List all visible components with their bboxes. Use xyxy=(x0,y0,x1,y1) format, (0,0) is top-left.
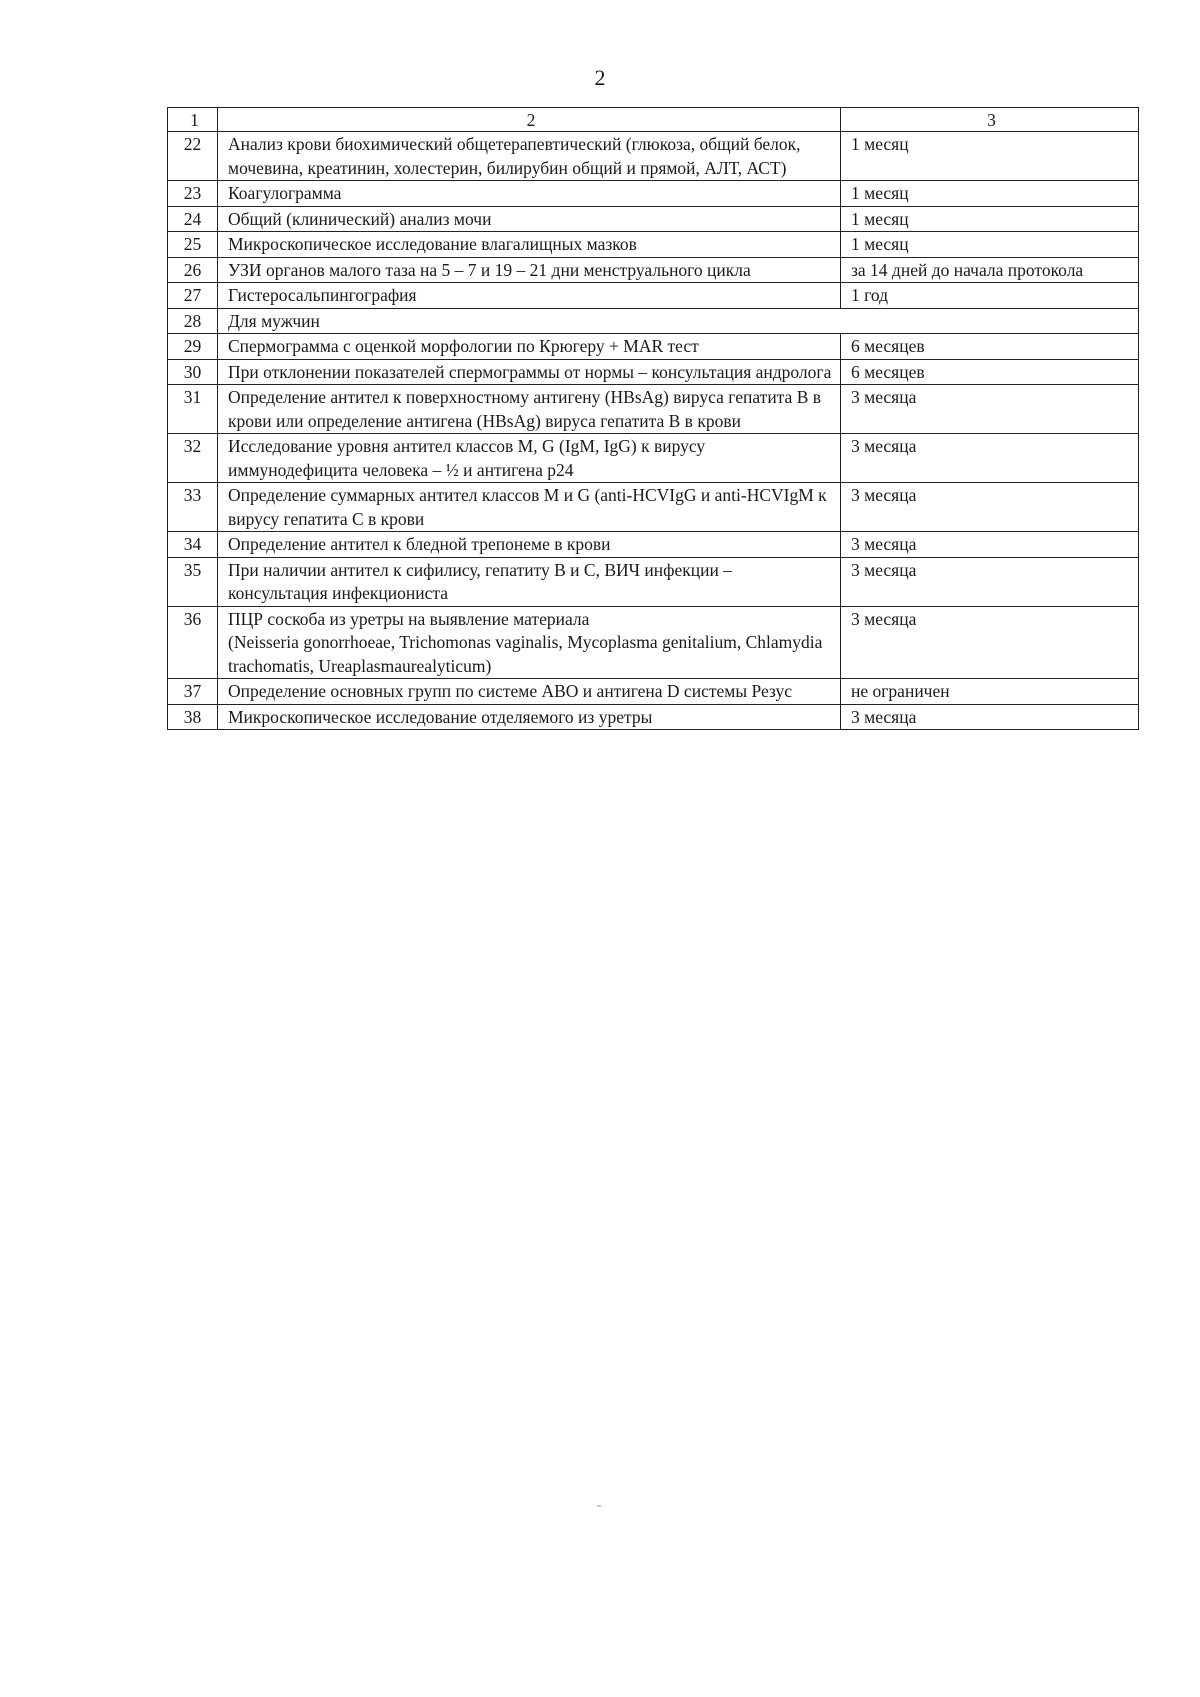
header-col-1: 1 xyxy=(168,108,218,132)
row-term: 3 месяца xyxy=(841,385,1139,434)
row-item: Микроскопическое исследование влагалищных мазков xyxy=(218,232,841,258)
row-item: Исследование уровня антител классов M, G (IgM, IgG) к вирусу иммунодефицита человека – ½ и антигена p24 xyxy=(218,434,841,483)
row-item: Микроскопическое исследование отделяемого из уретры xyxy=(218,704,841,730)
table-row xyxy=(168,283,1139,309)
row-term: 3 месяца xyxy=(841,434,1139,483)
row-item xyxy=(218,606,841,679)
row-term: 1 месяц xyxy=(841,181,1139,207)
row-item: Общий (клинический) анализ мочи xyxy=(218,206,841,232)
row-item: Определение антител к поверхностному антигену (HBsAg) вируса гепатита B в крови или определение антигена (HBsAg) вируса гепатита B в крови xyxy=(218,385,841,434)
row-item: Спермограмма с оценкой морфологии по Крюгеру + MAR тест xyxy=(218,334,841,360)
row-term: 1 месяц xyxy=(841,132,1139,181)
table-row xyxy=(168,704,1139,730)
row-item: Коагулограмма xyxy=(218,181,841,207)
table-row xyxy=(168,606,1139,679)
row-term: за 14 дней до начала протокола xyxy=(841,257,1139,283)
table-row-section xyxy=(168,308,1139,334)
row-number: 29 xyxy=(168,334,218,360)
row-item: При наличии антител к сифилису, гепатиту B и C, ВИЧ инфекции – консультация инфекциониста xyxy=(218,557,841,606)
row-number: 38 xyxy=(168,704,218,730)
table-row xyxy=(168,206,1139,232)
row-item-line-pathogens: (Neisseria gonorrhoeae, Trichomonas vaginalis, Mycoplasma genitalium, Chlamydia trachomatis, Ureaplasmaurealyticum) xyxy=(228,632,823,676)
row-number: 30 xyxy=(168,359,218,385)
row-term: 1 месяц xyxy=(841,206,1139,232)
row-term: 6 месяцев xyxy=(841,359,1139,385)
row-term: 6 месяцев xyxy=(841,334,1139,360)
table-row xyxy=(168,434,1139,483)
table-row xyxy=(168,257,1139,283)
row-term: 1 год xyxy=(841,283,1139,309)
row-item: Определение суммарных антител классов M и G (anti-HCVIgG и anti-HCVIgM к вирусу гепатита C в крови xyxy=(218,483,841,532)
row-number: 28 xyxy=(168,308,218,334)
table-row xyxy=(168,483,1139,532)
row-item: При отклонении показателей спермограммы от нормы – консультация андролога xyxy=(218,359,841,385)
row-term: 3 месяца xyxy=(841,532,1139,558)
row-number: 36 xyxy=(168,606,218,679)
row-term: 3 месяца xyxy=(841,606,1139,679)
row-number: 33 xyxy=(168,483,218,532)
requirements-table xyxy=(167,107,1139,730)
table-row xyxy=(168,557,1139,606)
table-row xyxy=(168,385,1139,434)
row-number: 32 xyxy=(168,434,218,483)
table-row xyxy=(168,132,1139,181)
table-row xyxy=(168,679,1139,705)
row-item: УЗИ органов малого таза на 5 – 7 и 19 – 21 дни менструального цикла xyxy=(218,257,841,283)
table-row xyxy=(168,334,1139,360)
row-item: Гистеросальпингография xyxy=(218,283,841,309)
row-number: 34 xyxy=(168,532,218,558)
row-number: 31 xyxy=(168,385,218,434)
row-item: Анализ крови биохимический общетерапевтический (глюкоза, общий белок, мочевина, креатинин, холестерин, билирубин общий и прямой, АЛТ, АСТ) xyxy=(218,132,841,181)
header-col-2: 2 xyxy=(218,108,841,132)
scan-speck xyxy=(597,1505,601,1507)
row-number: 23 xyxy=(168,181,218,207)
row-term: не ограничен xyxy=(841,679,1139,705)
section-heading-men: Для мужчин xyxy=(218,308,1139,334)
row-number: 26 xyxy=(168,257,218,283)
row-item: Определение антител к бледной трепонеме в крови xyxy=(218,532,841,558)
row-item: Определение основных групп по системе ABO и антигена D системы Резус xyxy=(218,679,841,705)
table-row xyxy=(168,232,1139,258)
table-header-row xyxy=(168,108,1139,132)
row-term: 3 месяца xyxy=(841,483,1139,532)
page-number: 2 xyxy=(594,65,606,90)
row-number: 27 xyxy=(168,283,218,309)
row-number: 24 xyxy=(168,206,218,232)
row-term: 1 месяц xyxy=(841,232,1139,258)
row-number: 35 xyxy=(168,557,218,606)
table-row xyxy=(168,359,1139,385)
row-number: 37 xyxy=(168,679,218,705)
header-col-3: 3 xyxy=(841,108,1139,132)
row-item-line: ПЦР соскоба из уретры на выявление материала xyxy=(228,608,590,629)
row-number: 22 xyxy=(168,132,218,181)
row-term: 3 месяца xyxy=(841,557,1139,606)
row-number: 25 xyxy=(168,232,218,258)
table-row xyxy=(168,532,1139,558)
table-row xyxy=(168,181,1139,207)
row-term: 3 месяца xyxy=(841,704,1139,730)
